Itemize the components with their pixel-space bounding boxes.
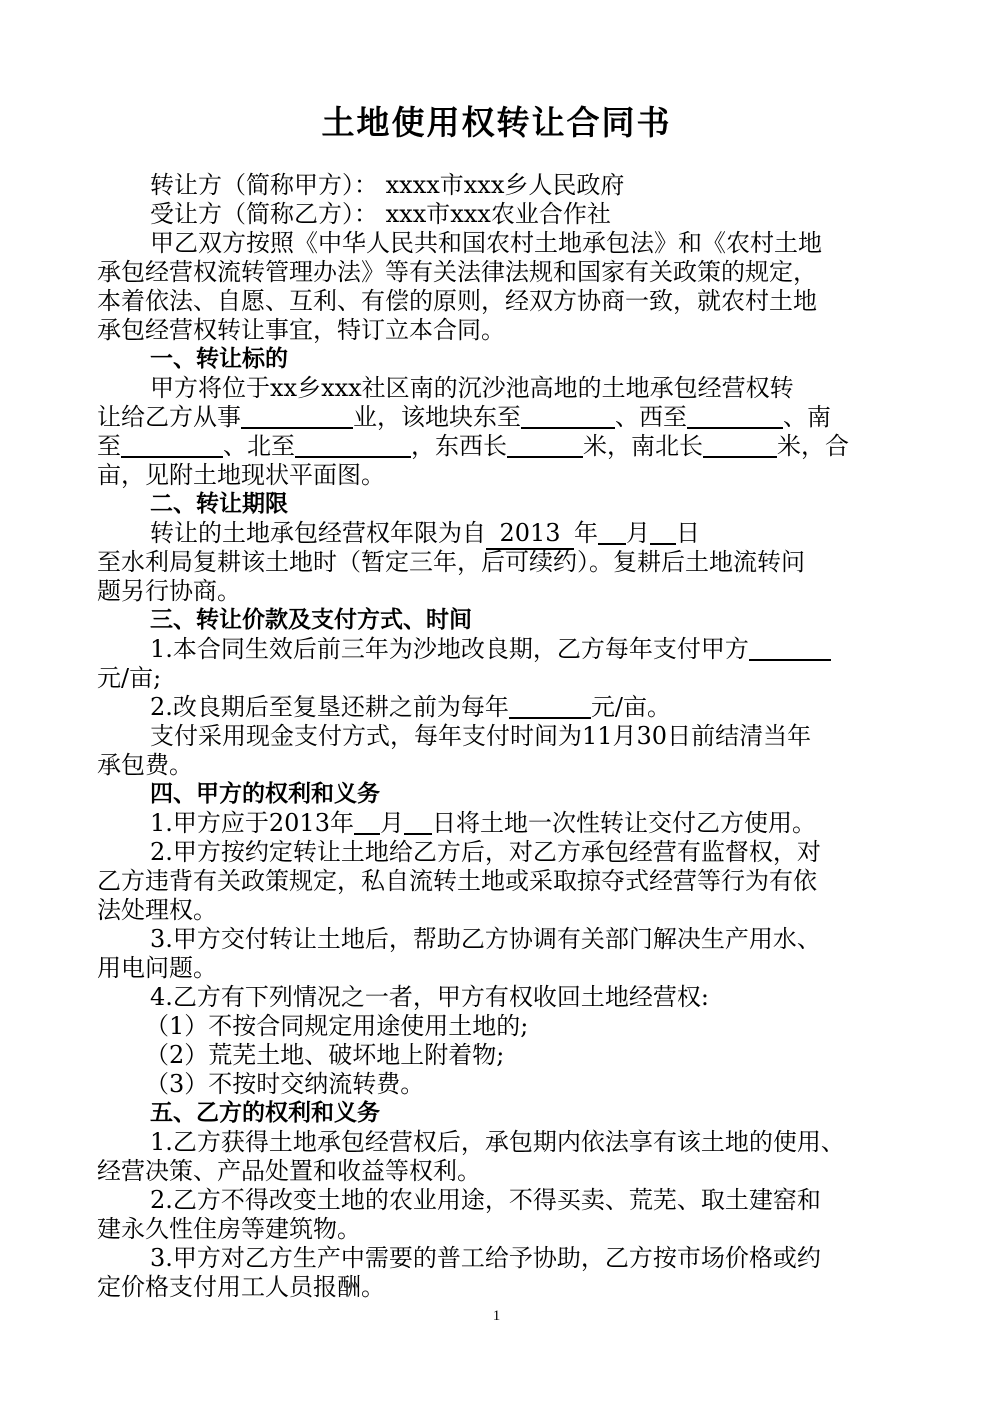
s1-line: 甲方将位于xx乡xxx社区南的沉沙池高地的土地承包经营权转	[150, 374, 794, 402]
s3-line	[97, 635, 905, 664]
section-heading-5: 五、乙方的权利和义务	[150, 1100, 380, 1126]
s2-line	[97, 519, 905, 548]
s1-text: 让给乙方从事	[97, 403, 241, 431]
s5-line: 2.乙方不得改变土地的农业用途，不得买卖、荒芜、取土建窑和	[150, 1186, 821, 1214]
start-day-blank[interactable]	[650, 521, 676, 545]
s4-text: 月	[379, 809, 404, 837]
s4-line: 法处理权。	[97, 896, 217, 924]
preamble-line: 本着依法、自愿、互利、有偿的原则，经双方协商一致，就农村土地	[97, 287, 817, 315]
s4-list-item: （2）荒芜土地、破坏地上附着物;	[145, 1041, 505, 1069]
s5-line: 定价格支付用工人员报酬。	[97, 1273, 385, 1301]
s1-line	[97, 403, 905, 432]
section-heading-3: 三、转让价款及支付方式、时间	[150, 607, 472, 633]
s1-text: 、南	[783, 403, 831, 431]
section-heading-1: 一、转让标的	[150, 346, 288, 372]
s1-text: 业，该地块东至	[353, 403, 521, 431]
preamble-line: 承包经营权流转管理办法》等有关法律法规和国家有关政策的规定，	[97, 258, 817, 286]
s5-line: 经营决策、产品处置和收益等权利。	[97, 1157, 481, 1185]
s1-text: ，东西长	[411, 432, 507, 460]
s2-line: 题另行协商。	[97, 577, 241, 605]
preamble-line: 甲乙双方按照《中华人民共和国农村土地承包法》和《农村土地	[150, 229, 822, 257]
s1-text: 至	[97, 432, 121, 460]
s1-text: 、西至	[615, 403, 687, 431]
west-boundary-blank[interactable]	[687, 405, 783, 429]
s4-line: 3.甲方交付转让土地后，帮助乙方协调有关部门解决生产用水、	[150, 925, 821, 953]
s3-line: 元/亩;	[97, 664, 162, 692]
s3-line	[97, 693, 905, 722]
s2-line: 至水利局复耕该土地时（暂定三年，后可续约）。复耕后土地流转问	[97, 548, 805, 576]
s2-text: 日	[676, 519, 700, 547]
east-west-length-blank[interactable]	[507, 434, 583, 458]
s4-list-item: （3）不按时交纳流转费。	[145, 1070, 425, 1098]
delivery-day-blank[interactable]	[404, 811, 432, 835]
s3-line: 承包费。	[97, 751, 193, 779]
annual-price-blank[interactable]	[509, 695, 591, 719]
section-heading-2: 二、转让期限	[150, 491, 288, 517]
contract-body	[97, 171, 905, 1302]
s4-line: 乙方违背有关政策规定，私自流转土地或采取掠夺式经营等行为有依	[97, 867, 817, 895]
s1-text: 、北至	[223, 432, 295, 460]
delivery-month-blank[interactable]	[354, 811, 380, 835]
s4-line: 4.乙方有下列情况之一者，甲方有权收回土地经营权:	[150, 983, 709, 1011]
document-title: 土地使用权转让合同书	[321, 103, 672, 142]
s1-text: 米，合	[777, 432, 849, 460]
s2-text: 年	[574, 519, 598, 547]
s1-line: 亩，见附土地现状平面图。	[97, 461, 385, 489]
s4-line: 用电问题。	[97, 954, 217, 982]
s3-text: 2.改良期后至复垦还耕之前为每年	[150, 693, 509, 721]
s1-text: 米，南北长	[583, 432, 703, 460]
east-boundary-blank[interactable]	[521, 405, 615, 429]
s4-list-item: （1）不按合同规定用途使用土地的;	[145, 1012, 529, 1040]
s5-line: 建永久性住房等建筑物。	[97, 1215, 361, 1243]
s4-line: 2.甲方按约定转让土地给乙方后，对乙方承包经营有监督权，对	[150, 838, 821, 866]
s3-text: 1.本合同生效后前三年为沙地改良期，乙方每年支付甲方	[150, 635, 749, 663]
s2-text: 月	[626, 519, 650, 547]
s1-line	[97, 432, 905, 461]
s5-line: 3.甲方对乙方生产中需要的普工给予协助，乙方按市场价格或约	[150, 1244, 821, 1272]
improvement-price-blank[interactable]	[749, 637, 831, 661]
transferee-line: 受让方（简称乙方）： xxx市xxx农业合作社	[150, 200, 611, 228]
page-number: 1	[492, 1308, 501, 1324]
start-month-blank[interactable]	[598, 521, 626, 545]
section-heading-4: 四、甲方的权利和义务	[150, 781, 380, 807]
s4-line	[97, 809, 905, 838]
preamble-line: 承包经营权转让事宜，特订立本合同。	[97, 316, 505, 344]
s4-text: 1.甲方应于2013年	[150, 809, 354, 837]
s2-text: 转让的土地承包经营权年限为自	[150, 519, 486, 547]
s5-line: 1.乙方获得土地承包经营权后，承包期内依法享有该土地的使用、	[150, 1128, 845, 1156]
south-boundary-blank[interactable]	[121, 434, 223, 458]
s4-text: 日将土地一次性转让交付乙方使用。	[431, 809, 816, 837]
s3-line: 支付采用现金支付方式，每年支付时间为11月30日前结清当年	[150, 722, 812, 750]
north-boundary-blank[interactable]	[295, 434, 411, 458]
s3-text: 元/亩。	[590, 693, 671, 721]
start-year-field[interactable]: 2013	[486, 519, 574, 550]
transferor-line: 转让方（简称甲方）： xxxx市xxx乡人民政府	[150, 171, 625, 199]
north-south-length-blank[interactable]	[703, 434, 777, 458]
industry-blank[interactable]	[241, 405, 353, 429]
